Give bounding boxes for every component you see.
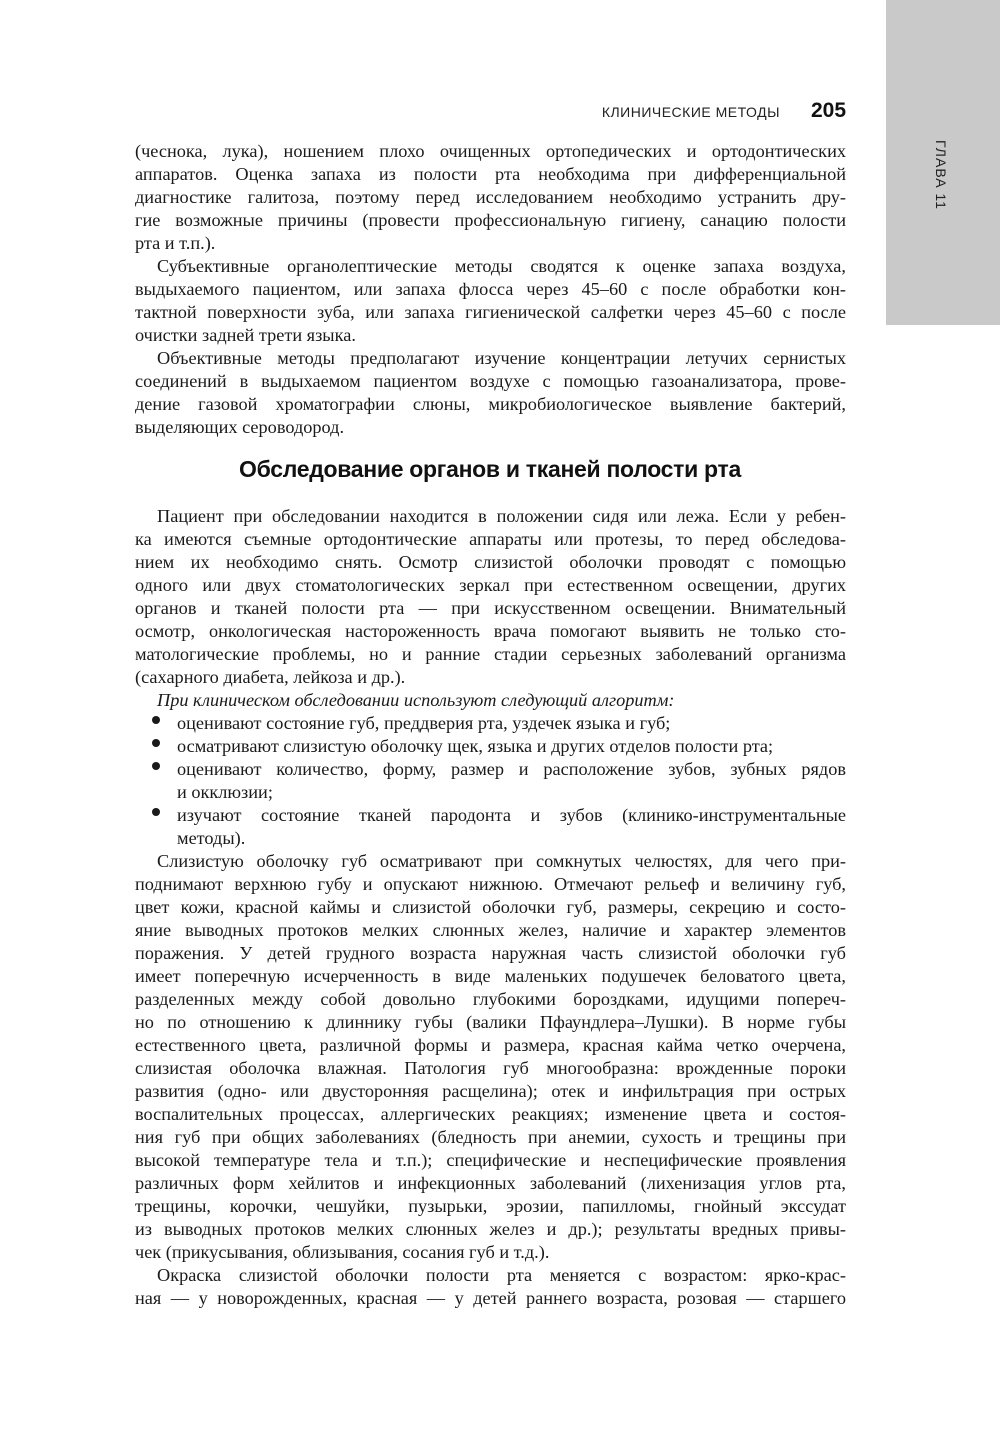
- algorithm-intro: При клиническом обследовании используют следующий алгоритм:: [157, 690, 675, 710]
- text-line: поднимают верхнюю губу и опускают нижнюю. Отмечают рельеф и величину губ,: [135, 874, 846, 894]
- text-line: из выводных протоков мелких слюнных желез и др.); результаты вредных привы-: [135, 1219, 846, 1239]
- text-line: очистки задней трети языка.: [135, 325, 356, 345]
- bullet-item-continuation: методы).: [177, 828, 246, 848]
- bullet-dot: [152, 739, 160, 747]
- text-line: диагностике галитоза, поэтому перед исследованием необходимо устранить дру-: [135, 187, 846, 207]
- text-line: матологические проблемы, но и ранние стадии серьезных заболеваний организма: [135, 644, 846, 664]
- bullet-dot: [152, 808, 160, 816]
- text-line: трещины, корочки, чешуйки, пузырьки, эрозии, папилломы, гнойный экссудат: [135, 1196, 846, 1216]
- text-line: органов и тканей полости рта — при искусственном освещении. Внимательный: [135, 598, 846, 618]
- text-line: дение газовой хроматографии слюны, микробиологическое выявление бактерий,: [135, 394, 846, 414]
- text-line: Окраска слизистой оболочки полости рта меняется с возрастом: ярко-крас-: [157, 1265, 846, 1285]
- text-line: ка имеются съемные ортодонтические аппараты или протезы, то перед обследова-: [135, 529, 846, 549]
- text-line: нием их необходимо снять. Осмотр слизистой оболочки проводят с помощью: [135, 552, 846, 572]
- text-line: (чеснока, лука), ношением плохо очищенных ортопедических и ортодонтических: [135, 141, 846, 161]
- running-title: КЛИНИЧЕСКИЕ МЕТОДЫ: [601, 104, 780, 120]
- text-line: слизистая оболочка влажная. Патология губ многообразна: врожденные пороки: [135, 1058, 846, 1078]
- bullet-item-continuation: и окклюзии;: [177, 782, 273, 802]
- text-line: развития (одно- или двусторонняя расщелина); отек и инфильтрация при острых: [135, 1081, 846, 1101]
- text-line: разделенных между собой довольно глубокими бороздками, идущими попереч-: [135, 989, 846, 1009]
- bullet-item: изучают состояние тканей пародонта и зубов (клинико-инструментальные: [177, 805, 846, 825]
- text-line: аппаратов. Оценка запаха из полости рта необходима при дифференциальной: [135, 164, 846, 184]
- text-line: Субъективные органолептические методы сводятся к оценке запаха воздуха,: [157, 256, 846, 276]
- text-line: ния губ при общих заболеваниях (бледность при анемии, сухость и трещины при: [135, 1127, 846, 1147]
- bullet-dot: [152, 762, 160, 770]
- text-line: различных форм хейлитов и инфекционных заболеваний (лихенизация углов рта,: [135, 1173, 846, 1193]
- page-number: 205: [811, 99, 847, 122]
- text-line: чек (прикусывания, облизывания, сосания губ и т.д.).: [135, 1242, 550, 1262]
- text-line: выдыхаемого пациентом, или запаха флосса через 45–60 с после обработки кон-: [135, 279, 846, 299]
- bullet-dot: [152, 716, 160, 724]
- text-line: тактной поверхности зуба, или запаха гигиенической салфетки через 45–60 с после: [135, 302, 846, 322]
- section-heading: Обследование органов и тканей полости рта: [239, 456, 741, 482]
- chapter-label: ГЛАВА 11: [933, 140, 949, 210]
- text-line: выделяющих сероводород.: [135, 417, 345, 437]
- text-line: гие возможные причины (провести профессиональную гигиену, санацию полости: [135, 210, 846, 230]
- text-line: осмотр, онкологическая настороженность врача помогают выявить не только сто-: [135, 621, 846, 641]
- text-line: цвет кожи, красной каймы и слизистой оболочки губ, размеры, секрецию и состо-: [135, 897, 846, 917]
- bullet-item: осматривают слизистую оболочку щек, языка и других отделов полости рта;: [177, 736, 774, 756]
- text-line: ная — у новорожденных, красная — у детей раннего возраста, розовая — старшего: [135, 1288, 846, 1308]
- text-line: рта и т.п.).: [135, 233, 216, 253]
- text-line: соединений в выдыхаемом пациентом воздухе с помощью газоанализатора, прове-: [135, 371, 846, 391]
- text-line: воспалительных процессах, аллергических реакциях; изменение цвета и состоя-: [135, 1104, 846, 1124]
- text-line: имеет поперечную исчерченность в виде маленьких подушечек беловатого цвета,: [135, 966, 846, 986]
- text-line: поражения. У детей грудного возраста наружная часть слизистой оболочки губ: [135, 943, 846, 963]
- bullet-item: оценивают количество, форму, размер и расположение зубов, зубных рядов: [177, 759, 846, 779]
- text-line: Объективные методы предполагают изучение концентрации летучих сернистых: [157, 348, 846, 368]
- text-line: Пациент при обследовании находится в положении сидя или лежа. Если у ребен-: [157, 506, 846, 526]
- text-line: яние выводных протоков мелких слюнных желез, наличие и характер элементов: [135, 920, 846, 940]
- text-line: Слизистую оболочку губ осматривают при сомкнутых челюстях, для чего при-: [157, 851, 846, 871]
- text-line: одного или двух стоматологических зеркал при естественном освещении, других: [135, 575, 846, 595]
- text-line: высокой температуре тела и т.п.); специфические и неспецифические проявления: [135, 1150, 846, 1170]
- text-line: естественного цвета, различной формы и размера, красная кайма четко очерчена,: [135, 1035, 846, 1055]
- bullet-item: оценивают состояние губ, преддверия рта, уздечек языка и губ;: [177, 713, 671, 733]
- text-line: (сахарного диабета, лейкоза и др.).: [135, 667, 406, 687]
- text-line: но по отношению к длиннику губы (валики Пфаундлера–Лушки). В норме губы: [135, 1012, 846, 1032]
